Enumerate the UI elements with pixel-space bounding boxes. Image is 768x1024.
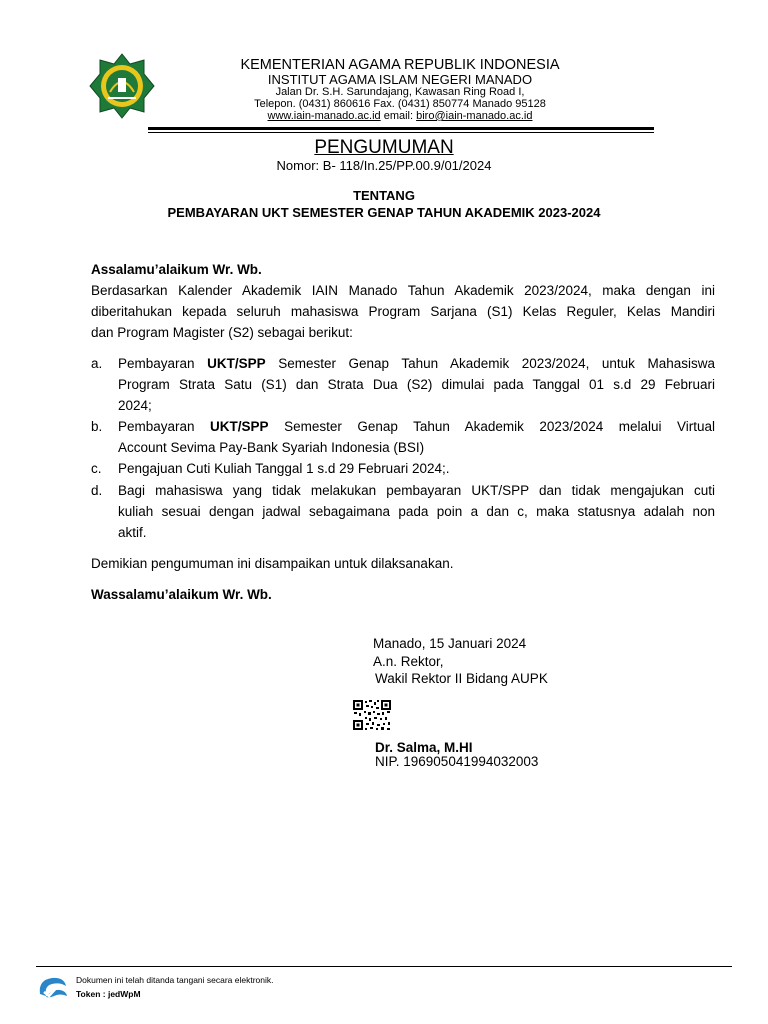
signature-on-behalf: A.n. Rektor, bbox=[373, 654, 444, 669]
letterhead-divider-thick bbox=[148, 127, 654, 130]
ministry-name: KEMENTERIAN AGAMA REPUBLIK INDONESIA bbox=[240, 57, 560, 73]
item-d-line-2: kuliah sesuai dengan jadwal sebagaimana pada poin a dan c, maka statusnya adalah non bbox=[118, 504, 715, 519]
item-d-marker: d. bbox=[91, 483, 103, 498]
bsre-logo-icon bbox=[36, 972, 70, 1002]
footer-note: Dokumen ini telah ditanda tangani secara elektronik. bbox=[76, 975, 274, 985]
institute-name: INSTITUT AGAMA ISLAM NEGERI MANADO bbox=[267, 72, 533, 87]
qr-code-icon bbox=[352, 699, 392, 731]
footer-divider bbox=[36, 966, 732, 967]
opening-greeting: Assalamu’alaikum Wr. Wb. bbox=[91, 262, 262, 277]
item-a-line-1 bbox=[118, 353, 715, 374]
item-a-term: UKT/SPP bbox=[207, 356, 266, 371]
intro-line-3: dan Program Magister (S2) sebagai berikut: bbox=[91, 325, 353, 340]
signatory-name: Dr. Salma, M.HI bbox=[375, 740, 473, 755]
item-b-line-1 bbox=[118, 416, 715, 437]
item-d-line-3: aktif. bbox=[118, 525, 147, 540]
item-b-rest: Semester Genap Tahun Akademik 2023/2024 melalui Virtual bbox=[284, 419, 715, 434]
letterhead-divider-thin bbox=[148, 132, 654, 133]
item-a-line-3: 2024; bbox=[118, 398, 152, 413]
closing-greeting: Wassalamu’alaikum Wr. Wb. bbox=[91, 587, 272, 602]
website-link[interactable]: www.iain-manado.ac.id bbox=[267, 110, 381, 122]
item-b-lead: Pembayaran bbox=[118, 419, 195, 434]
footer-token: Token : jedWpM bbox=[76, 989, 141, 999]
about-heading: TENTANG bbox=[353, 188, 415, 203]
intro-line-1: Berdasarkan Kalender Akademik IAIN Manado Tahun Akademik 2023/2024, maka dengan ini bbox=[91, 283, 715, 298]
item-d-line-1: Bagi mahasiswa yang tidak melakukan pembayaran UKT/SPP dan tidak mengajukan cuti bbox=[118, 483, 715, 498]
signature-position: Wakil Rektor II Bidang AUPK bbox=[375, 671, 548, 686]
institute-contacts bbox=[150, 110, 650, 122]
document-title: PENGUMUMAN bbox=[314, 137, 454, 158]
subject-heading: PEMBAYARAN UKT SEMESTER GENAP TAHUN AKADEMIK 2023-2024 bbox=[167, 205, 601, 220]
item-b-term: UKT/SPP bbox=[210, 419, 269, 434]
document-number: Nomor: B- 118/In.25/PP.00.9/01/2024 bbox=[276, 158, 492, 173]
email-link[interactable]: biro@iain-manado.ac.id bbox=[416, 110, 533, 122]
signature-place-date: Manado, 15 Januari 2024 bbox=[373, 636, 527, 651]
closing-text: Demikian pengumuman ini disampaikan untuk dilaksanakan. bbox=[91, 556, 454, 571]
item-a-marker: a. bbox=[91, 356, 103, 371]
item-a-lead: Pembayaran bbox=[118, 356, 195, 371]
item-a-rest: Semester Genap Tahun Akademik 2023/2024, untuk Mahasiswa bbox=[278, 356, 715, 371]
item-a-line-2: Program Strata Satu (S1) dan Strata Dua (S2) dimulai pada Tanggal 01 s.d 29 Februari bbox=[118, 377, 715, 392]
item-c-marker: c. bbox=[91, 461, 102, 476]
iain-manado-emblem-icon bbox=[88, 52, 156, 120]
item-c-line-1: Pengajuan Cuti Kuliah Tanggal 1 s.d 29 Februari 2024;. bbox=[118, 461, 450, 476]
institute-phone: Telepon. (0431) 860616 Fax. (0431) 850774 Manado 95128 bbox=[254, 98, 546, 110]
item-b-marker: b. bbox=[91, 419, 103, 434]
signatory-nip: NIP. 196905041994032003 bbox=[375, 754, 539, 769]
email-label: email: bbox=[383, 110, 414, 122]
item-b-line-2: Account Sevima Pay-Bank Syariah Indonesia (BSI) bbox=[118, 440, 425, 455]
intro-line-2: diberitahukan kepada seluruh mahasiswa Program Sarjana (S1) Kelas Reguler, Kelas Mandiri bbox=[91, 304, 715, 319]
institute-address: Jalan Dr. S.H. Sarundajang, Kawasan Ring Road I, bbox=[275, 86, 525, 98]
